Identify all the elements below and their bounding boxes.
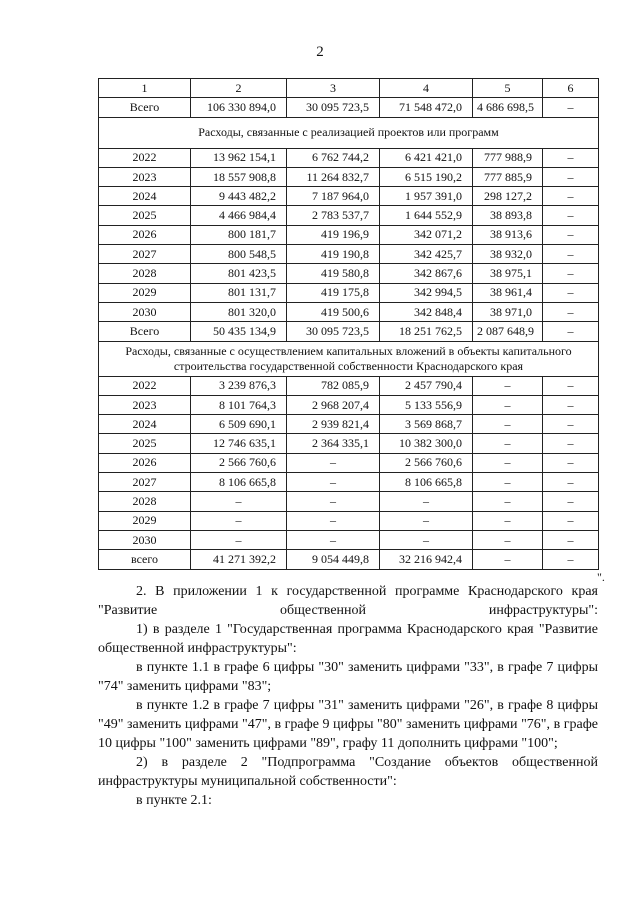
cell-local-budget: – — [473, 492, 543, 511]
cell-federal-budget: – — [287, 453, 380, 472]
cell-local-budget: 777 885,9 — [473, 167, 543, 186]
row-label: всего — [99, 550, 191, 569]
row-label: 2028 — [99, 492, 191, 511]
section-title-projects: Расходы, связанные с реализацией проектов или программ — [99, 117, 599, 148]
table-row — [99, 302, 599, 321]
paragraph: в пункте 1.1 в графе 6 цифры "30" заменить цифрами "33", в графе 7 цифры "74" заменить цифрами "83"; — [98, 660, 598, 694]
cell-federal-budget: 2 939 821,4 — [287, 415, 380, 434]
row-label: 2022 — [99, 148, 191, 167]
cell-regional-budget: 2 566 760,6 — [380, 453, 473, 472]
table-row — [99, 264, 599, 283]
table-row-total — [99, 98, 599, 117]
cell-regional-budget: – — [380, 530, 473, 549]
cell-total-budget: 801 131,7 — [191, 283, 287, 302]
section-projects-body — [99, 148, 599, 341]
row-label: 2024 — [99, 187, 191, 206]
cell-other-sources: – — [543, 187, 599, 206]
cell-federal-budget: – — [287, 492, 380, 511]
cell-total-budget: 41 271 392,2 — [191, 550, 287, 569]
table-row — [99, 434, 599, 453]
cell-total-budget: 9 443 482,2 — [191, 187, 287, 206]
cell-total-budget: 3 239 876,3 — [191, 376, 287, 395]
row-label: 2025 — [99, 206, 191, 225]
paragraph: в пункте 2.1: — [136, 793, 212, 808]
cell-local-budget: 38 893,8 — [473, 206, 543, 225]
table-row — [99, 453, 599, 472]
cell-other-sources: – — [543, 395, 599, 414]
row-label: 2030 — [99, 530, 191, 549]
cell-total-budget: 13 962 154,1 — [191, 148, 287, 167]
cell-federal-budget: 2 968 207,4 — [287, 395, 380, 414]
cell-other-sources: – — [543, 473, 599, 492]
cell-total-budget: 801 423,5 — [191, 264, 287, 283]
cell-regional-budget: 8 106 665,8 — [380, 473, 473, 492]
cell-regional-budget: 342 848,4 — [380, 302, 473, 321]
cell-local-budget: 777 988,9 — [473, 148, 543, 167]
cell-other-sources: – — [543, 225, 599, 244]
row-label: 2028 — [99, 264, 191, 283]
table-row — [99, 206, 599, 225]
table-row — [99, 395, 599, 414]
cell-local-budget: – — [473, 530, 543, 549]
cell-federal-budget: 30 095 723,5 — [287, 98, 380, 117]
cell-federal-budget: 7 187 964,0 — [287, 187, 380, 206]
row-label: 2027 — [99, 245, 191, 264]
cell-total-budget: 800 181,7 — [191, 225, 287, 244]
cell-regional-budget: 342 071,2 — [380, 225, 473, 244]
cell-regional-budget: – — [380, 511, 473, 530]
cell-local-budget: 38 961,4 — [473, 283, 543, 302]
cell-local-budget: – — [473, 395, 543, 414]
cell-local-budget: 38 932,0 — [473, 245, 543, 264]
column-header: 6 — [543, 79, 599, 98]
row-label: 2030 — [99, 302, 191, 321]
cell-federal-budget: 6 762 744,2 — [287, 148, 380, 167]
cell-other-sources: – — [543, 492, 599, 511]
column-header: 5 — [473, 79, 543, 98]
table-row — [99, 376, 599, 395]
cell-regional-budget: 10 382 300,0 — [380, 434, 473, 453]
table-row — [99, 492, 599, 511]
cell-total-budget: 8 101 764,3 — [191, 395, 287, 414]
cell-local-budget: 4 686 698,5 — [473, 98, 543, 117]
cell-total-budget: – — [191, 530, 287, 549]
cell-total-budget: 6 509 690,1 — [191, 415, 287, 434]
cell-other-sources: – — [543, 511, 599, 530]
cell-local-budget: 38 913,6 — [473, 225, 543, 244]
row-label: 2023 — [99, 167, 191, 186]
row-label: 2023 — [99, 395, 191, 414]
cell-other-sources: – — [543, 376, 599, 395]
row-label: 2029 — [99, 283, 191, 302]
cell-local-budget: 38 971,0 — [473, 302, 543, 321]
cell-other-sources: – — [543, 245, 599, 264]
cell-regional-budget: 18 251 762,5 — [380, 322, 473, 341]
row-label: 2022 — [99, 376, 191, 395]
cell-total-budget: 12 746 635,1 — [191, 434, 287, 453]
cell-total-budget: 4 466 984,4 — [191, 206, 287, 225]
cell-federal-budget: 11 264 832,7 — [287, 167, 380, 186]
row-label: 2026 — [99, 453, 191, 472]
cell-other-sources: – — [543, 302, 599, 321]
cell-total-budget: 2 566 760,6 — [191, 453, 287, 472]
cell-regional-budget: 2 457 790,4 — [380, 376, 473, 395]
cell-other-sources: – — [543, 322, 599, 341]
cell-federal-budget: 419 196,9 — [287, 225, 380, 244]
cell-regional-budget: 1 644 552,9 — [380, 206, 473, 225]
row-label: Всего — [99, 98, 191, 117]
cell-local-budget: – — [473, 550, 543, 569]
paragraph: в пункте 1.2 в графе 7 цифры "31" заменить цифрами "26", в графе 8 цифры "49" заменить цифрами "47", в графе 9 цифры "80" заменить цифрами "76", в графе 10 цифры "100" заменить цифрами "89", графу 11 дополнить цифрами "100"; — [98, 698, 598, 751]
section-title-capital-investments: Расходы, связанные с осуществлением капитальных вложений в объекты капитального строительства государственной собственности Краснодарского края — [99, 341, 599, 376]
page-number: 2 — [316, 44, 324, 60]
table-row — [99, 187, 599, 206]
cell-other-sources: – — [543, 264, 599, 283]
section-heading-row — [99, 117, 599, 148]
table-row — [99, 415, 599, 434]
cell-total-budget: 106 330 894,0 — [191, 98, 287, 117]
table-row — [99, 322, 599, 341]
paragraph: 1) в разделе 1 "Государственная программа Краснодарского края "Развитие общественной инфраструктуры": — [98, 622, 598, 656]
expenditure-table — [98, 78, 599, 570]
table-row — [99, 245, 599, 264]
table-row — [99, 283, 599, 302]
cell-other-sources: – — [543, 453, 599, 472]
cell-regional-budget: 1 957 391,0 — [380, 187, 473, 206]
section-heading-row — [99, 341, 599, 376]
cell-local-budget: – — [473, 376, 543, 395]
amendment-text — [98, 582, 598, 810]
cell-federal-budget: 9 054 449,8 — [287, 550, 380, 569]
closing-quote-mark: ". — [597, 570, 605, 584]
column-header: 1 — [99, 79, 191, 98]
cell-regional-budget: – — [380, 492, 473, 511]
cell-local-budget: 2 087 648,9 — [473, 322, 543, 341]
column-header: 3 — [287, 79, 380, 98]
cell-total-budget: 800 548,5 — [191, 245, 287, 264]
table-row — [99, 550, 599, 569]
cell-total-budget: – — [191, 492, 287, 511]
cell-regional-budget: 32 216 942,4 — [380, 550, 473, 569]
cell-total-budget: 50 435 134,9 — [191, 322, 287, 341]
cell-other-sources: – — [543, 415, 599, 434]
cell-other-sources: – — [543, 283, 599, 302]
cell-federal-budget: 419 580,8 — [287, 264, 380, 283]
cell-total-budget: 18 557 908,8 — [191, 167, 287, 186]
cell-regional-budget: 71 548 472,0 — [380, 98, 473, 117]
table-row — [99, 148, 599, 167]
cell-federal-budget: – — [287, 530, 380, 549]
cell-regional-budget: 342 425,7 — [380, 245, 473, 264]
cell-federal-budget: 419 175,8 — [287, 283, 380, 302]
paragraph: 2) в разделе 2 "Подпрограмма "Создание объектов общественной инфраструктуры муниципальной собственности": — [98, 755, 598, 789]
column-header: 4 — [380, 79, 473, 98]
cell-other-sources: – — [543, 148, 599, 167]
column-header: 2 — [191, 79, 287, 98]
cell-federal-budget: 30 095 723,5 — [287, 322, 380, 341]
cell-other-sources: – — [543, 206, 599, 225]
table-row — [99, 473, 599, 492]
cell-local-budget: – — [473, 415, 543, 434]
row-label: 2026 — [99, 225, 191, 244]
row-label: 2024 — [99, 415, 191, 434]
table-header-row — [99, 79, 599, 98]
cell-other-sources: – — [543, 530, 599, 549]
table-row — [99, 511, 599, 530]
cell-other-sources: – — [543, 98, 599, 117]
cell-federal-budget: 2 783 537,7 — [287, 206, 380, 225]
row-label: Всего — [99, 322, 191, 341]
cell-regional-budget: 342 867,6 — [380, 264, 473, 283]
cell-local-budget: – — [473, 453, 543, 472]
cell-local-budget: 298 127,2 — [473, 187, 543, 206]
row-label: 2029 — [99, 511, 191, 530]
cell-regional-budget: 3 569 868,7 — [380, 415, 473, 434]
table-row — [99, 225, 599, 244]
cell-regional-budget: 5 133 556,9 — [380, 395, 473, 414]
cell-total-budget: 801 320,0 — [191, 302, 287, 321]
cell-local-budget: – — [473, 473, 543, 492]
row-label: 2025 — [99, 434, 191, 453]
table-row — [99, 167, 599, 186]
cell-other-sources: – — [543, 434, 599, 453]
cell-federal-budget: 782 085,9 — [287, 376, 380, 395]
cell-regional-budget: 6 421 421,0 — [380, 148, 473, 167]
cell-other-sources: – — [543, 550, 599, 569]
cell-regional-budget: 342 994,5 — [380, 283, 473, 302]
cell-other-sources: – — [543, 167, 599, 186]
section-capital-body — [99, 376, 599, 569]
cell-federal-budget: 2 364 335,1 — [287, 434, 380, 453]
table-row — [99, 530, 599, 549]
cell-total-budget: 8 106 665,8 — [191, 473, 287, 492]
cell-local-budget: – — [473, 434, 543, 453]
cell-total-budget: – — [191, 511, 287, 530]
cell-federal-budget: 419 500,6 — [287, 302, 380, 321]
row-label: 2027 — [99, 473, 191, 492]
cell-local-budget: – — [473, 511, 543, 530]
cell-federal-budget: – — [287, 473, 380, 492]
cell-regional-budget: 6 515 190,2 — [380, 167, 473, 186]
cell-local-budget: 38 975,1 — [473, 264, 543, 283]
cell-federal-budget: 419 190,8 — [287, 245, 380, 264]
paragraph: 2. В приложении 1 к государственной программе Краснодарского края "Развитие общественной инфраструктуры": — [98, 584, 598, 618]
cell-federal-budget: – — [287, 511, 380, 530]
